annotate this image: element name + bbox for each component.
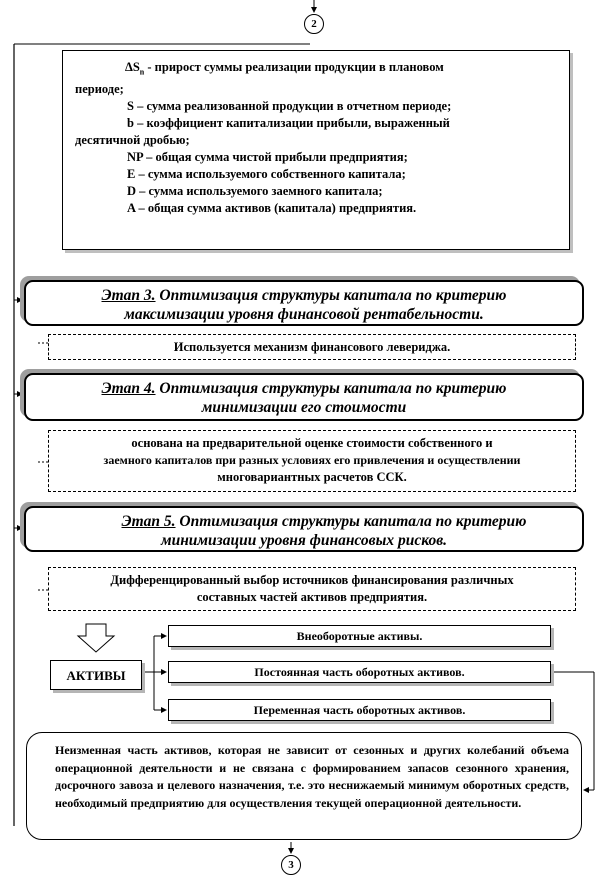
legend-line-1-cont: периоде;: [75, 81, 124, 96]
legend-line-6: D – сумма используемого заемного капитала;: [127, 183, 383, 198]
legend-line-3: b – коэффициент капитализации прибыли, выраженный: [127, 115, 450, 130]
stage-4-box: [24, 373, 584, 421]
stage-3-title-line2: максимизации уровня финансовой рентабельности.: [124, 306, 484, 323]
stage-3-title: Оптимизация структуры капитала по критерию: [155, 287, 507, 304]
stage-4-note-line2: заемного капиталов при разных условиях его привлечения и осуществлении: [103, 453, 521, 467]
stage-4-note-line3: многовариантных расчетов ССК.: [217, 470, 407, 484]
stage-5-title: Оптимизация структуры капитала по критерию: [175, 513, 527, 530]
stage-4-note: [48, 430, 576, 492]
legend-line-7: A – общая сумма активов (капитала) предприятия.: [127, 200, 417, 215]
asset-current-variable: Переменная часть оборотных активов.: [168, 699, 551, 721]
legend-line-3-cont: десятичной дробью;: [75, 132, 190, 147]
asset-current-constant: Постоянная часть оборотных активов.: [168, 661, 551, 683]
stage-3-label: Этап 3.: [101, 287, 156, 304]
asset-noncurrent: Внеоборотные активы.: [168, 625, 551, 647]
connector-2: 2: [304, 14, 324, 34]
constant-assets-description: Неизменная часть активов, которая не зависит от сезонных и других колебаний объема операционной деятельности и не связана с формированием запасов сезонного хранения, досрочного завоза и целевого назначения, т.е. это неснижаемый минимум оборотных средств, необходимый предприятию для осуществления текущей операционной деятельности.: [26, 732, 582, 840]
stage-3-box: [24, 280, 584, 326]
stage-5-box: [24, 506, 584, 552]
legend-line-2: S – сумма реализованной продукции в отчетном периоде;: [127, 98, 452, 113]
stage-5-title-line2: минимизации уровня финансовых рисков.: [160, 532, 448, 549]
stage-5-label: Этап 5.: [121, 513, 176, 530]
stage-3-note-text: Используется механизм финансового левериджа.: [173, 340, 451, 354]
stage-5-note: [48, 567, 576, 611]
connector-3: 3: [281, 855, 301, 875]
assets-box: АКТИВЫ: [50, 660, 142, 690]
stage-4-title-line2: минимизации его стоимости: [201, 399, 407, 416]
legend-note: [62, 50, 570, 250]
stage-3-note: [48, 334, 576, 360]
legend-line-5: E – сумма используемого собственного капитала;: [127, 166, 406, 181]
stage-4-note-line1: основана на предварительной оценке стоимости собственного и: [131, 436, 493, 450]
stage-4-title: Оптимизация структуры капитала по критерию: [155, 380, 507, 397]
legend-line-1: $\Delta S_n$ - прирост суммы реализации продукции в плановом: [125, 60, 444, 77]
stage-5-note-line1: Дифференцированный выбор источников финансирования различных: [110, 573, 514, 587]
legend-line-4: NP – общая сумма чистой прибыли предприятия;: [127, 149, 408, 164]
stage-4-label: Этап 4.: [101, 380, 156, 397]
stage-5-note-line2: составных частей активов предприятия.: [196, 590, 428, 604]
